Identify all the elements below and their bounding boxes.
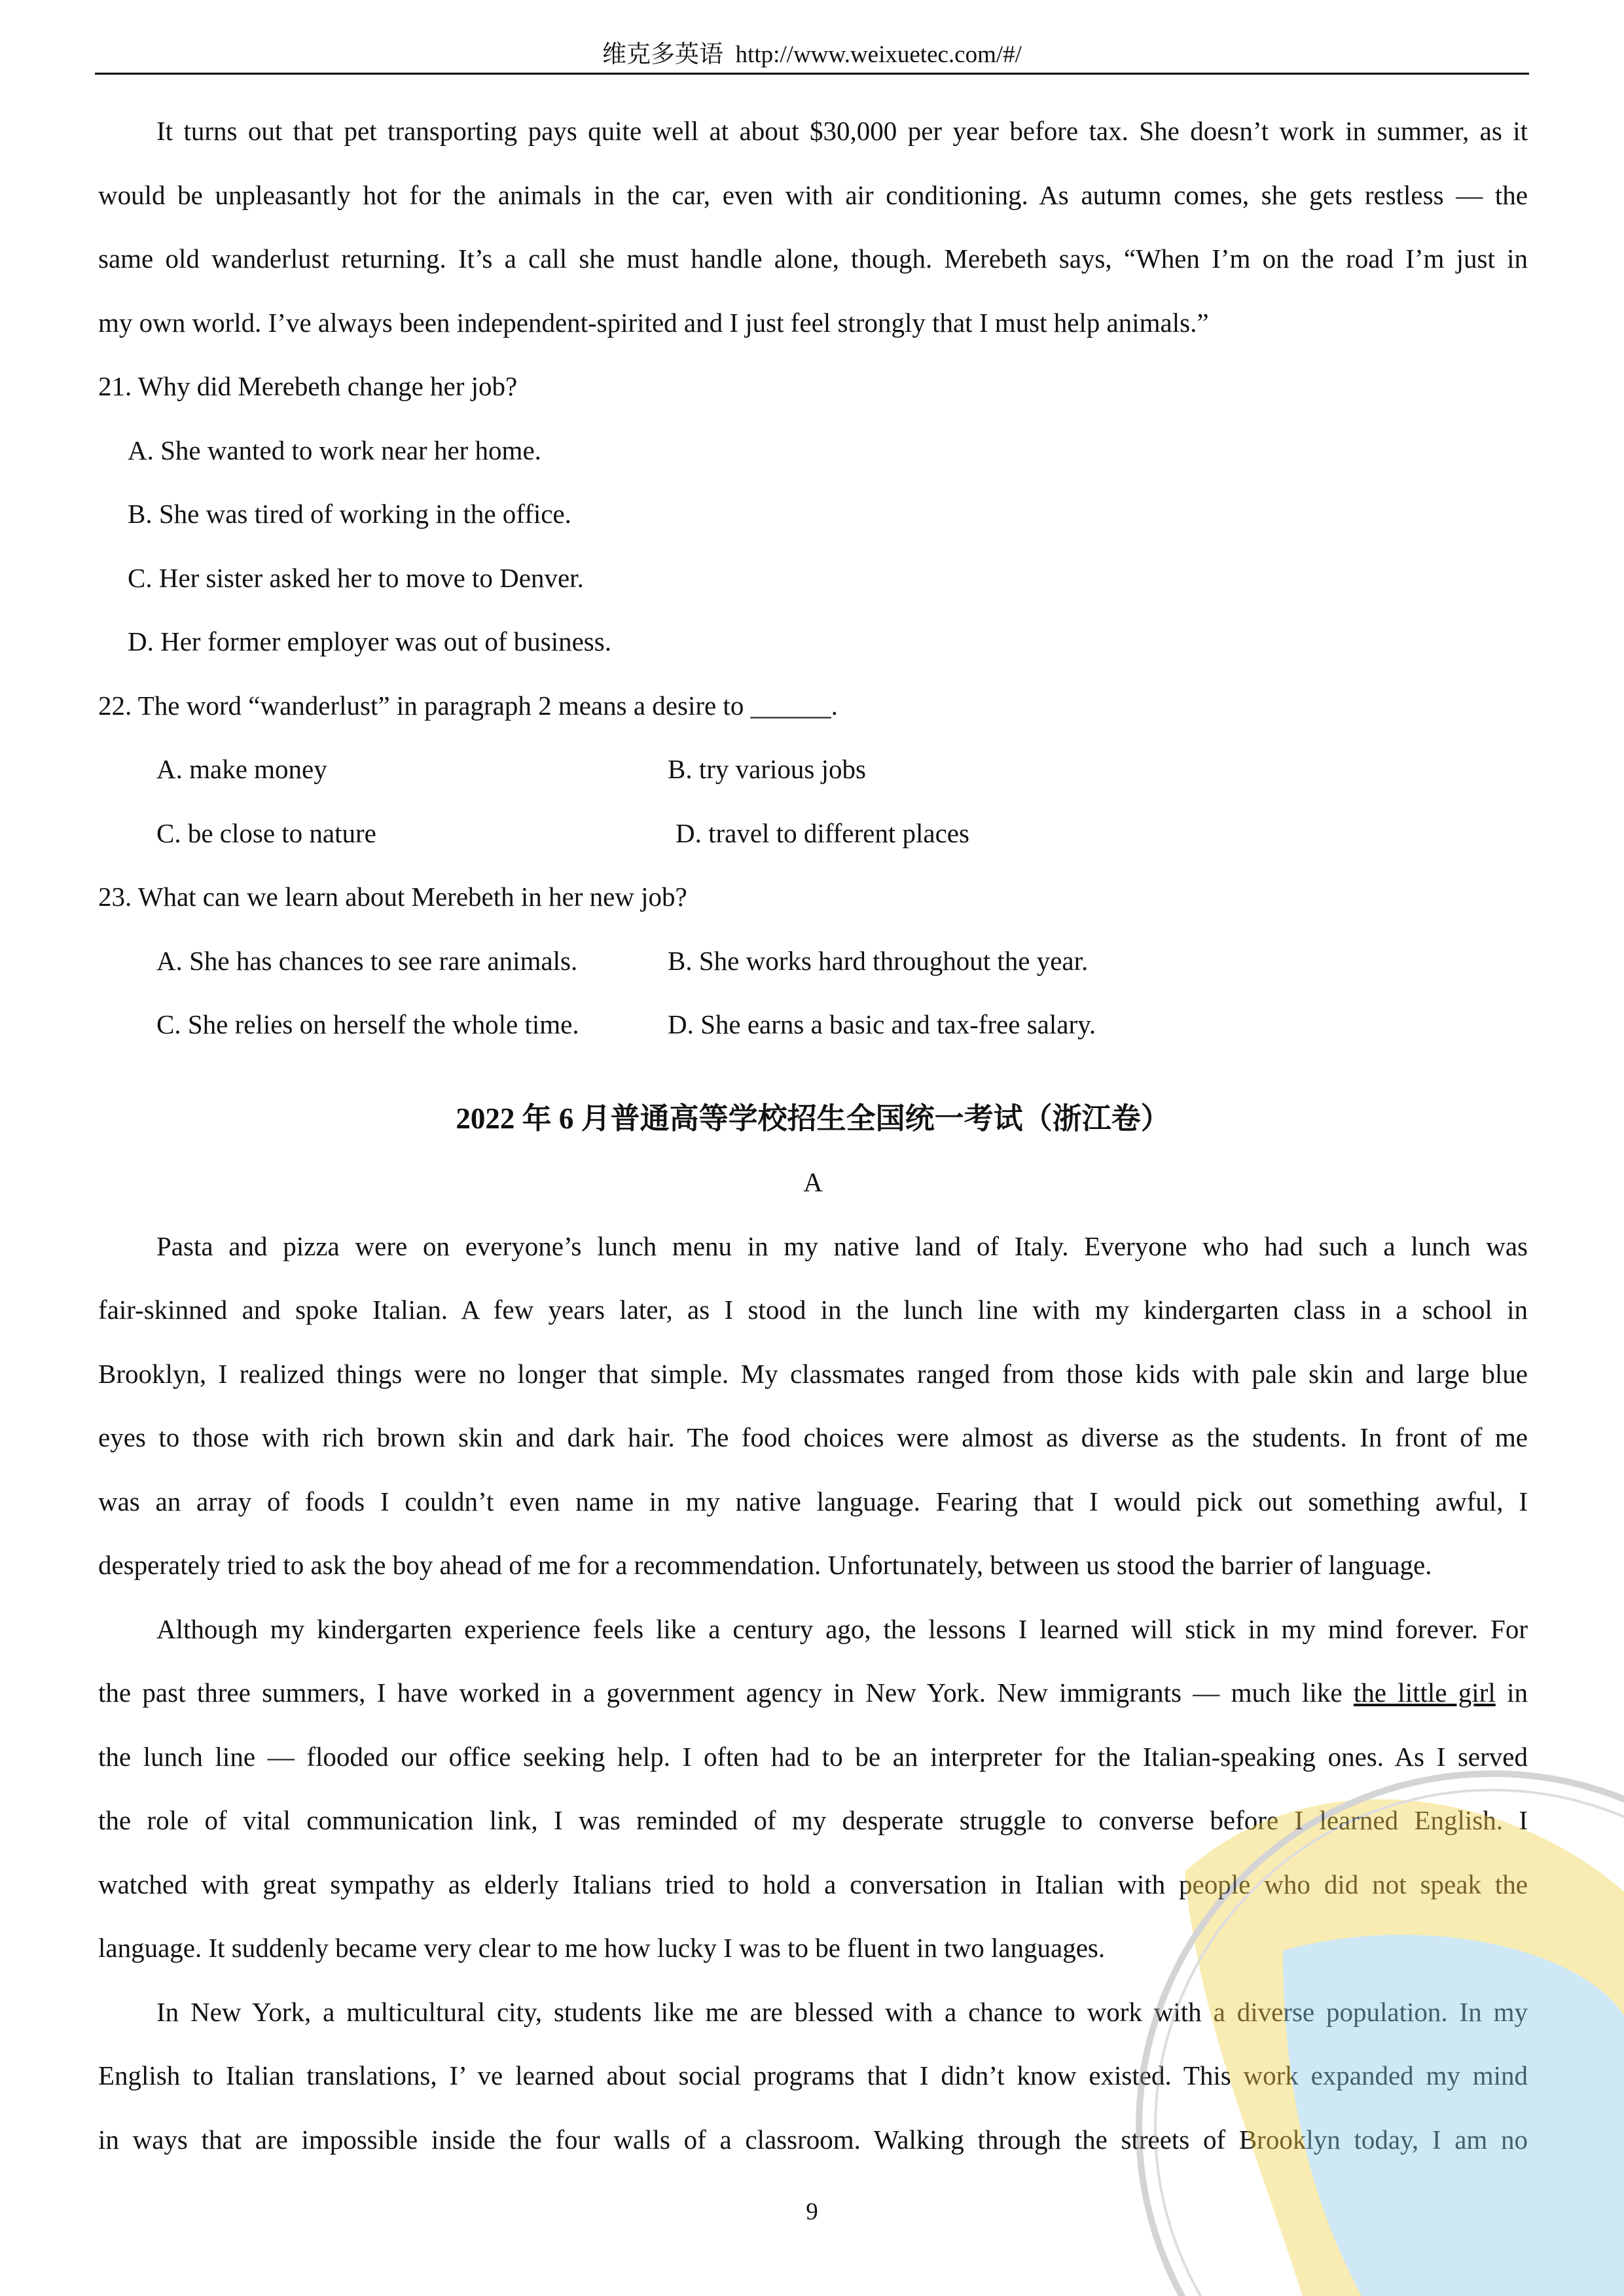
text-line: was an array of foods I couldn’t even name in my native language. Fearing that I would pick out something awful, I bbox=[98, 1486, 1528, 1516]
answer-option: C. be close to nature bbox=[156, 817, 376, 848]
text-segment: in bbox=[1495, 1677, 1528, 1708]
answer-option: B. She works hard throughout the year. bbox=[668, 945, 1089, 976]
text-line: the lunch line — flooded our office seeking help. I often had to be an interpreter for the Italian-speaking ones. As I served bbox=[98, 1741, 1528, 1772]
passage-end-paragraph bbox=[98, 99, 1528, 355]
text-line: eyes to those with rich brown skin and dark hair. The food choices were almost as diverse as the students. In front of me bbox=[98, 1422, 1528, 1452]
header-divider bbox=[95, 73, 1529, 75]
underlined-phrase: the little girl bbox=[1353, 1677, 1496, 1708]
answer-option: C. Her sister asked her to move to Denver. bbox=[128, 562, 584, 593]
text-line: watched with great sympathy as elderly Italians tried to hold a conversation in Italian with people who did not speak the bbox=[98, 1869, 1528, 1899]
passage-a-paragraph-2 bbox=[98, 1598, 1528, 1981]
passage-a-paragraph-1 bbox=[98, 1215, 1528, 1598]
text-line: It turns out that pet transporting pays quite well at about $30,000 per year before tax. She doesn’t work in summer, as it bbox=[156, 116, 1528, 146]
text-line: Brooklyn, I realized things were no longer that simple. My classmates ranged from those kids with pale skin and large blue bbox=[98, 1358, 1528, 1389]
text-segment: the past three summers, I have worked in a government agency in New York. New immigrants — much like bbox=[98, 1677, 1354, 1708]
question-23 bbox=[98, 865, 1528, 1057]
answer-option: B. She was tired of working in the office. bbox=[128, 499, 571, 529]
answer-option: D. She earns a basic and tax-free salary. bbox=[668, 1009, 1096, 1039]
text-line: Pasta and pizza were on everyone’s lunch menu in my native land of Italy. Everyone who had such a lunch was bbox=[156, 1230, 1528, 1261]
text-line: desperately tried to ask the boy ahead of me for a recommendation. Unfortunately, between us stood the barrier of language. bbox=[98, 1550, 1432, 1580]
passage-a-paragraph-3 bbox=[98, 1981, 1528, 2172]
text-line: the role of vital communication link, I was reminded of my desperate struggle to converse before I learned English. I bbox=[98, 1805, 1528, 1835]
text-line: would be unpleasantly hot for the animals in the car, even with air conditioning. As autumn comes, she gets restless — the bbox=[98, 179, 1528, 210]
answer-option: D. Her former employer was out of business. bbox=[128, 626, 611, 656]
answer-option: D. travel to different places bbox=[676, 817, 969, 848]
page-number: 9 bbox=[806, 2198, 818, 2225]
question-22 bbox=[98, 674, 1528, 866]
text-line: same old wanderlust returning. It’s a call she must handle alone, though. Merebeth says, “When I’m on the road I’m just in bbox=[98, 243, 1528, 274]
answer-option: A. She has chances to see rare animals. bbox=[156, 945, 578, 976]
header-site-name: 维克多英语 bbox=[602, 41, 724, 68]
question-stem: 23. What can we learn about Merebeth in her new job? bbox=[98, 882, 687, 912]
text-line: language. It suddenly became very clear to me how lucky I was to be fluent in two languages. bbox=[98, 1933, 1106, 1963]
text-line: my own world. I’ve always been independent-spirited and I just feel strongly that I must help animals.” bbox=[98, 307, 1209, 338]
answer-option: A. make money bbox=[156, 754, 327, 784]
answer-option: B. try various jobs bbox=[668, 754, 866, 784]
page-header bbox=[95, 35, 1529, 75]
answer-option: C. She relies on herself the whole time. bbox=[156, 1009, 579, 1039]
text-line: in ways that are impossible inside the four walls of a classroom. Walking through the streets of Brooklyn today, I am no bbox=[98, 2124, 1528, 2155]
text-line: English to Italian translations, I’ ve learned about social programs that I didn’t know existed. This work expanded my mind bbox=[98, 2060, 1528, 2090]
text-line: Although my kindergarten experience feels like a century ago, the lessons I learned will stick in my mind forever. For bbox=[156, 1613, 1528, 1644]
question-21 bbox=[98, 355, 1528, 674]
text-line: In New York, a multicultural city, students like me are blessed with a chance to work with a diverse population. In my bbox=[156, 1996, 1528, 2027]
document-body bbox=[98, 99, 1528, 2172]
section-letter: A bbox=[803, 1167, 823, 1197]
header-url[interactable]: http://www.weixuetec.com/#/ bbox=[735, 41, 1022, 68]
question-stem: 21. Why did Merebeth change her job? bbox=[98, 371, 518, 401]
section-title: 2022 年 6 月普通高等学校招生全国统一考试（浙江卷） bbox=[456, 1102, 1170, 1135]
answer-option: A. She wanted to work near her home. bbox=[128, 435, 541, 465]
text-line: fair-skinned and spoke Italian. A few years later, as I stood in the lunch line with my kindergarten class in a school in bbox=[98, 1295, 1528, 1325]
text-line bbox=[98, 1661, 1528, 1725]
question-stem: 22. The word “wanderlust” in paragraph 2 means a desire to ______. bbox=[98, 690, 838, 721]
